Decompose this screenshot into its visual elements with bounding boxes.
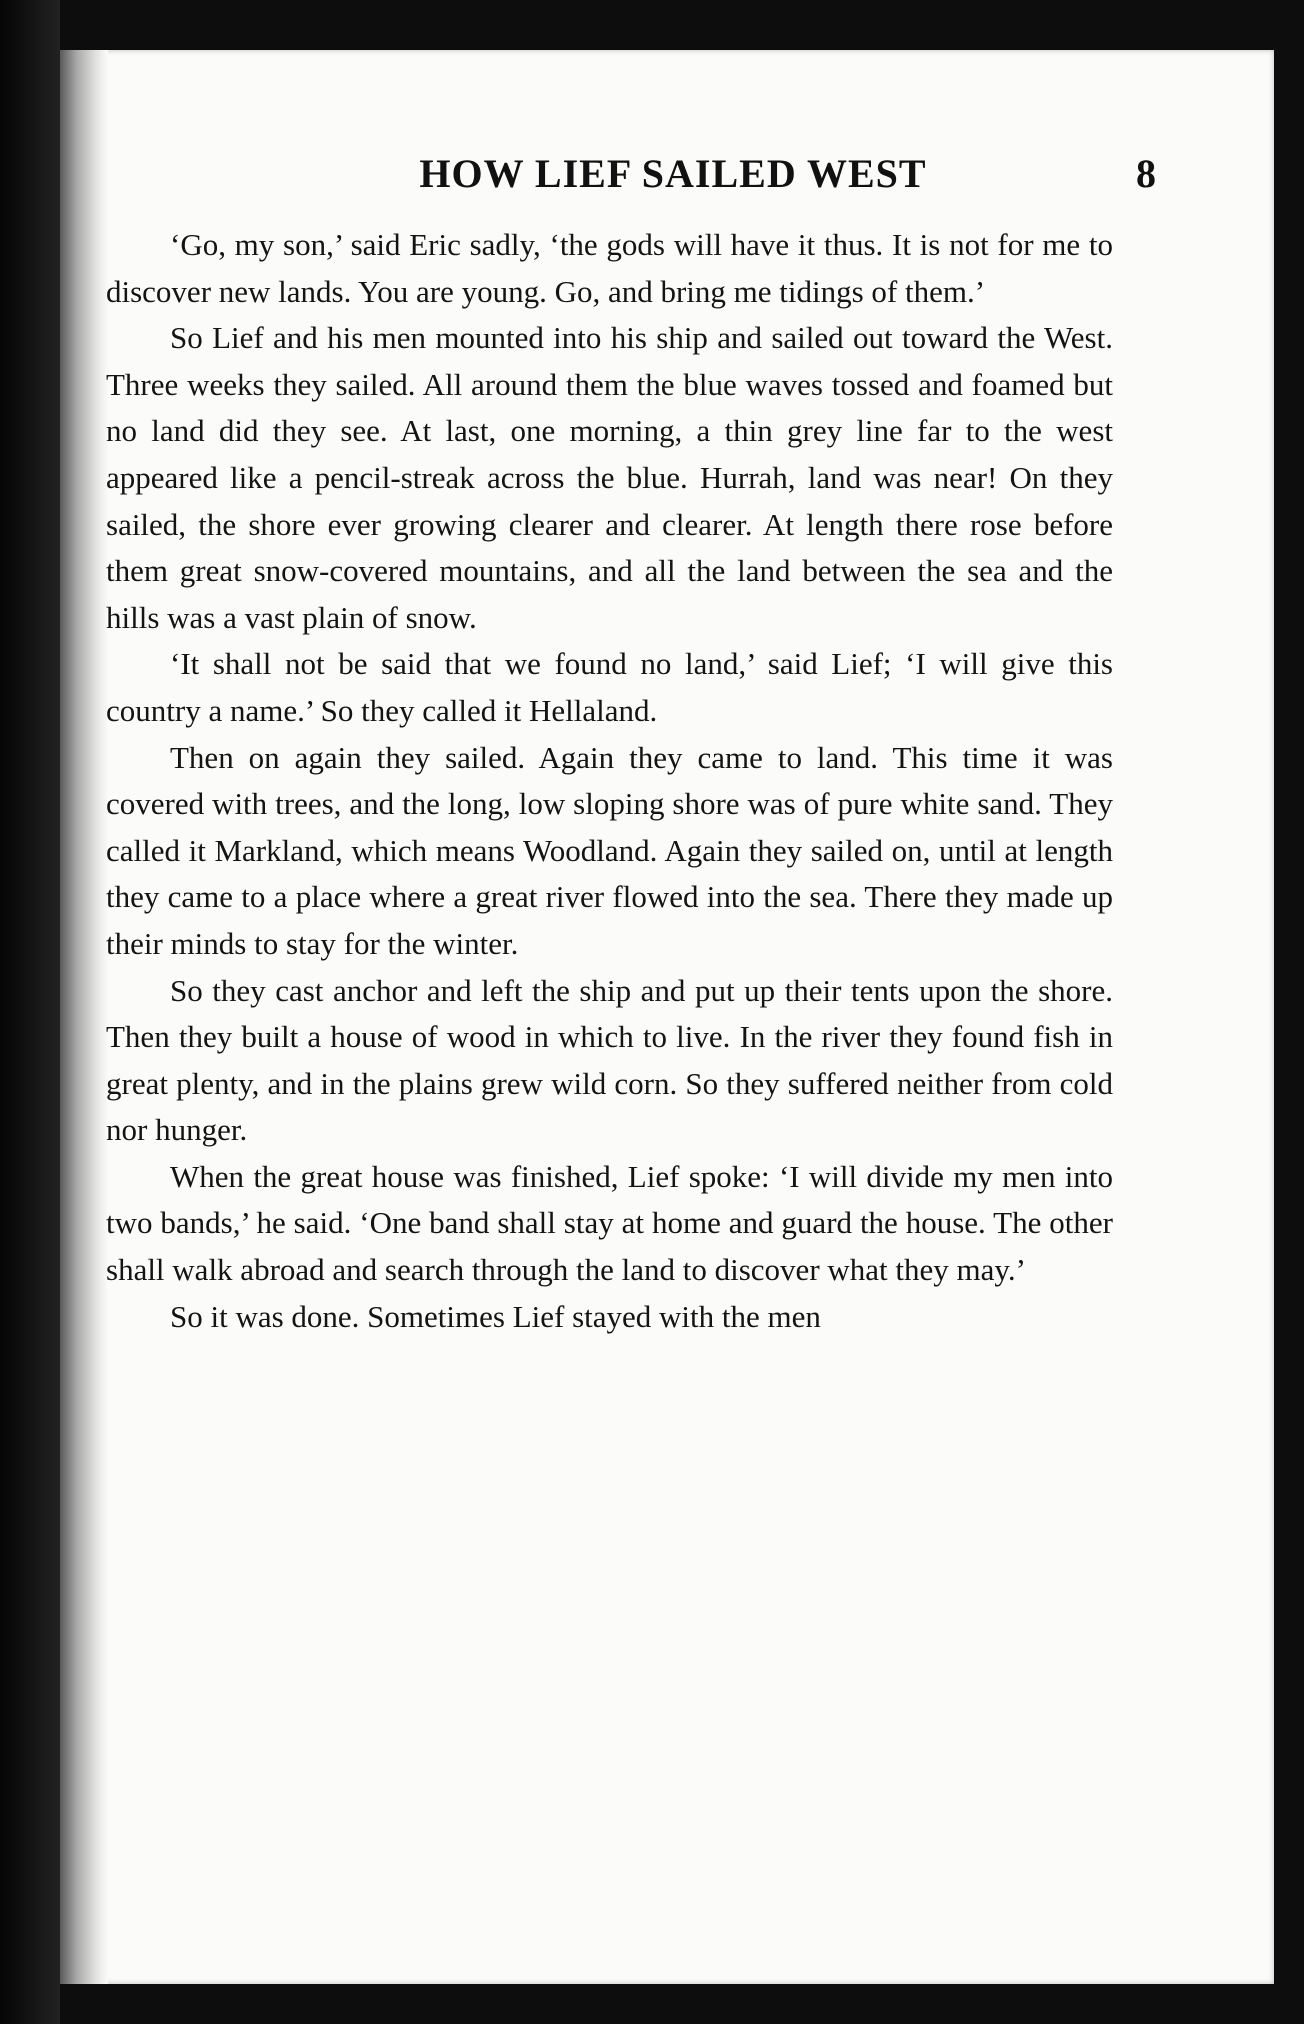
paragraph-3: ‘It shall not be said that we found no land,’ said Lief; ‘I will give this country a name.’ So they called it Hellaland. — [106, 646, 1113, 728]
paragraph-1: ‘Go, my son,’ said Eric sadly, ‘the gods will have it thus. It is not for me to discover new lands. You are young. Go, and bring me tidings of them.’ — [106, 227, 1113, 309]
chapter-title: HOW LIEF SAILED WEST — [419, 151, 927, 196]
paragraph-4: Then on again they sailed. Again they came to land. This time it was covered with trees, and the long, low sloping shore was of pure white sand. They called it Markland, which means Woodland. Again they sailed on, until at length they came to a place where a great river flowed into the sea. There they made up their minds to stay for the winter. — [106, 739, 1113, 961]
book-page — [60, 50, 1274, 1984]
book-edge-shadow — [0, 0, 60, 2024]
paragraph-6: When the great house was finished, Lief spoke: ‘I will divide my men into two bands,’ he said. ‘One band shall stay at home and guard the house. The other shall walk abroad and search through the land to discover what they may.’ — [106, 1158, 1113, 1288]
paragraph-7: So it was done. Sometimes Lief stayed with the men — [170, 1298, 821, 1334]
page-gutter-shading — [60, 50, 108, 1984]
page-number: 8 — [1136, 151, 1156, 196]
paragraph-2: So Lief and his men mounted into his ship and sailed out toward the West. Three weeks they sailed. All around them the blue waves tossed and foamed but no land did they see. At last, one morning, a thin grey line far to the west appeared like a pencil-streak across the blue. Hurrah, land was near! On they sailed, the shore ever growing clearer and clearer. At length there rose before them great snow-covered mountains, and all the land between the sea and the hills was a vast plain of snow. — [106, 320, 1113, 635]
running-head — [104, 150, 1242, 210]
body-text — [106, 222, 1113, 1340]
paragraph-5: So they cast anchor and left the ship and put up their tents upon the shore. Then they built a house of wood in which to live. In the river they found fish in great plenty, and in the plains grew wild corn. So they suffered neither from cold nor hunger. — [106, 972, 1113, 1148]
